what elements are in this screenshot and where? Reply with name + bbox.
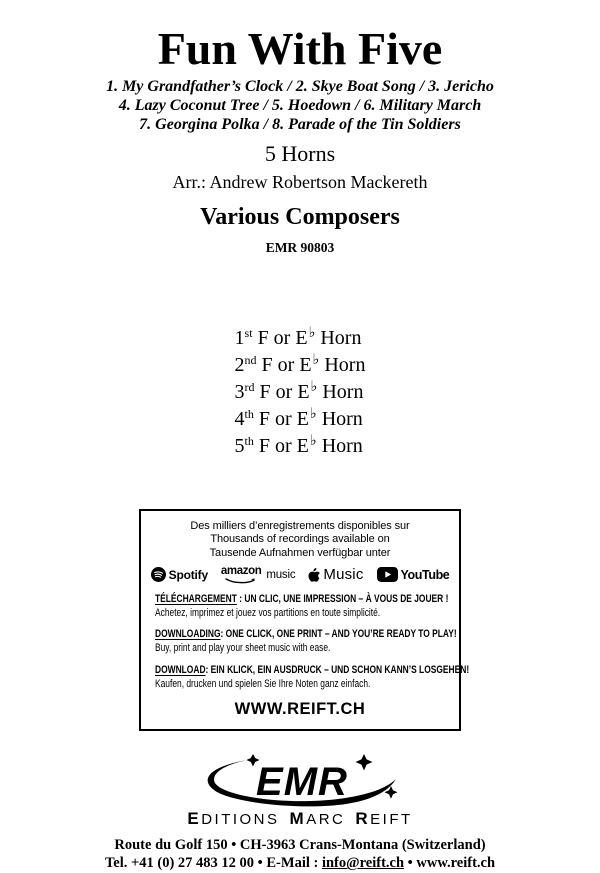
part-row	[235, 380, 366, 407]
movement-list	[0, 77, 600, 134]
recordings-line-de: Tausende Aufnahmen verfügbar unter	[209, 546, 391, 559]
flat-symbol: ♭	[312, 352, 320, 369]
promo-headline: UN CLIC, UNE IMPRESSION – À VOUS DE JOUER !	[244, 592, 449, 605]
apple-music-logo: Music	[308, 566, 363, 583]
part-ordinal: st	[244, 326, 253, 341]
part-ordinal: th	[244, 407, 254, 422]
youtube-logo: YouTube	[377, 567, 450, 582]
part-number: 3	[234, 380, 245, 403]
promo-section-de: DOWNLOAD: EIN KLICK, EIN AUSDRUCK – UND SCHON KANN’S LOSGEHEN! Kaufen, drucken und spielen Sie Ihre Noten ganz einfach.	[155, 663, 470, 690]
catalog-number: EMR 90803	[265, 239, 335, 255]
composer: Various Composers	[200, 203, 400, 230]
part-label-end: Horn	[319, 353, 366, 376]
part-label-end: Horn	[315, 326, 362, 349]
publisher-logo	[0, 753, 600, 829]
part-row	[235, 407, 366, 434]
part-number: 2	[234, 353, 245, 376]
flat-symbol: ♭	[309, 433, 317, 450]
emr-logo	[194, 753, 406, 811]
part-label: F or E	[253, 434, 309, 457]
part-row	[235, 434, 366, 461]
cover-page	[0, 24, 600, 873]
publisher-name: EDITIONS MARC REIFT	[187, 809, 413, 829]
promo-section-en: DOWNLOADING: ONE CLICK, ONE PRINT – AND YOU’RE READY TO PLAY! Buy, print and play your sheet music with ease.	[155, 628, 457, 655]
promo-body: Achetez, imprimez et jouez vos partitions en toute simplicité.	[155, 606, 381, 619]
flat-symbol: ♭	[308, 325, 316, 342]
spotify-icon	[151, 567, 166, 582]
amazon-music-logo: amazon music	[221, 566, 295, 584]
email-link[interactable]: info@reift.ch	[321, 855, 405, 872]
youtube-play-icon	[377, 567, 398, 582]
footer-contact	[0, 836, 600, 872]
part-label: F or E	[256, 353, 312, 376]
promo-body: Buy, print and play your sheet music with ease.	[155, 642, 331, 655]
part-label: F or E	[252, 326, 308, 349]
flat-symbol: ♭	[310, 379, 318, 396]
promo-headline: EIN KLICK, EIN AUSDRUCK – UND SCHON KANN’S LOSGEHEN!	[210, 663, 470, 676]
movement-line: 7. Georgina Polka / 8. Parade of the Tin Soldiers	[139, 115, 461, 133]
promo-section-fr: TÉLÉCHARGEMENT : UN CLIC, UNE IMPRESSION – À VOUS DE JOUER ! Achetez, imprimez et jouez vos partitions en toute simplicité.	[155, 592, 449, 619]
movement-line: 4. Lazy Coconut Tree / 5. Hoedown / 6. Military March	[118, 96, 482, 114]
promo-headline: ONE CLICK, ONE PRINT – AND YOU’RE READY TO PLAY!	[225, 628, 457, 641]
apple-icon	[308, 568, 320, 582]
promo-box	[139, 509, 470, 732]
recordings-line-fr: Des milliers d’enregistrements disponibles sur	[190, 519, 410, 532]
star-icon	[356, 754, 373, 771]
part-row	[235, 326, 366, 353]
promo-website: WWW.REIFT.CH	[234, 700, 366, 719]
part-label-end: Horn	[316, 434, 363, 457]
page-title: Fun With Five	[157, 23, 443, 74]
part-label-end: Horn	[316, 407, 363, 430]
streaming-logos	[155, 565, 450, 584]
part-number: 4	[234, 407, 245, 430]
promo-body: Kaufen, drucken und spielen Sie Ihre Noten ganz einfach.	[155, 677, 371, 690]
part-label-end: Horn	[317, 380, 364, 403]
emr-logo-text: EMR	[256, 760, 348, 805]
spotify-logo: Spotify	[151, 567, 208, 582]
part-ordinal: nd	[244, 353, 257, 368]
publisher-address: Route du Golf 150 • CH-3963 Crans-Montana (Switzerland)	[114, 837, 486, 854]
flat-symbol: ♭	[309, 406, 317, 423]
promo-heading: TÉLÉCHARGEMENT	[155, 592, 237, 605]
promo-heading: DOWNLOADING	[155, 628, 221, 641]
part-label: F or E	[254, 380, 310, 403]
amazon-smile-icon	[225, 578, 257, 584]
contact-line: Tel. +41 (0) 27 483 12 00 • E-Mail : info@reift.ch • www.reift.ch	[104, 855, 496, 872]
recordings-line-en: Thousands of recordings available on	[210, 533, 390, 546]
instrumentation: 5 Horns	[264, 140, 336, 166]
website-text: www.reift.ch	[416, 855, 496, 872]
part-ordinal: rd	[244, 380, 255, 395]
part-ordinal: th	[244, 434, 254, 449]
movement-line: 1. My Grandfather’s Clock / 2. Skye Boat Song / 3. Jericho	[106, 77, 494, 95]
arranger: Arr.: Andrew Robertson Mackereth	[172, 171, 428, 192]
parts-list	[0, 326, 600, 461]
part-label: F or E	[253, 407, 309, 430]
part-number: 5	[234, 434, 245, 457]
part-row	[235, 353, 366, 380]
promo-heading: DOWNLOAD	[155, 663, 206, 676]
part-number: 1	[234, 326, 245, 349]
